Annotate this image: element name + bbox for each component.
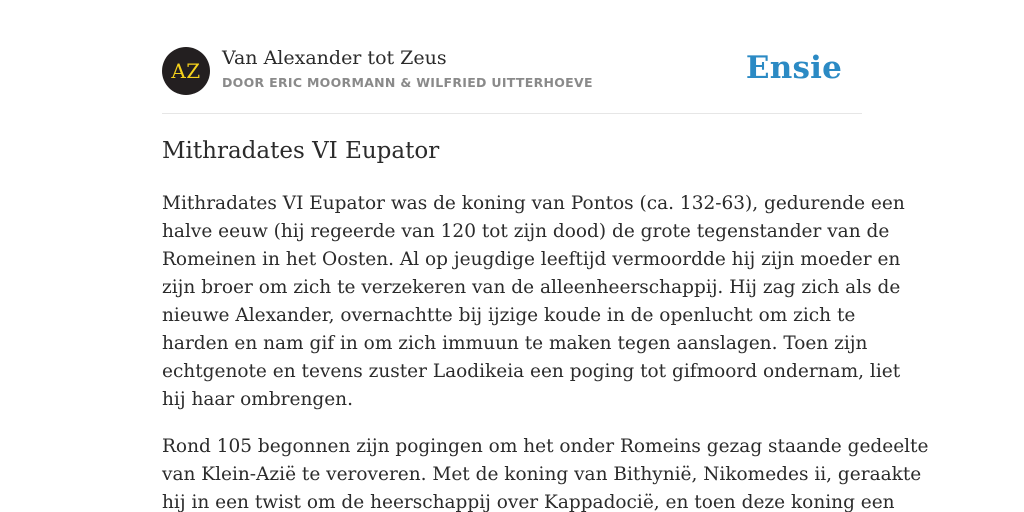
book-title[interactable]: Van Alexander tot Zeus	[222, 47, 447, 69]
entry-title: Mithradates VI Eupator	[162, 138, 440, 164]
text-line: Rond 105 begonnen zijn pogingen om het onder Romeins gezag staande gedeelte	[162, 436, 929, 457]
entry-body	[162, 190, 929, 512]
book-avatar[interactable]: AZ	[162, 47, 210, 95]
text-line: Mithradates VI Eupator was de koning van Pontos (ca. 132-63), gedurende een	[162, 193, 905, 214]
text-line: nieuwe Alexander, overnachtte bij ijzige koude in de openlucht om zich te	[162, 305, 856, 326]
text-line: halve eeuw (hij regeerde van 120 tot zijn dood) de grote tegenstander van de	[162, 221, 890, 242]
text-line: hij haar ombrengen.	[162, 389, 353, 410]
paragraph	[162, 433, 929, 512]
text-line: van Klein-Azië te veroveren. Met de koning van Bithynië, Nikomedes ii, geraakte	[162, 464, 922, 485]
header-divider	[162, 113, 862, 114]
book-authors: DOOR ERIC MOORMANN & WILFRIED UITTERHOEVE	[222, 75, 593, 90]
ensie-logo-link[interactable]: Ensie	[745, 50, 842, 86]
text-line: harden en nam gif in om zich immuun te maken tegen aanslagen. Toen zijn	[162, 333, 868, 354]
paragraph	[162, 190, 905, 414]
text-line: hij in een twist om de heerschappij over Kappadocië, en toen deze koning een	[162, 492, 895, 512]
book-header	[162, 47, 862, 95]
text-line: zijn broer om zich te verzekeren van de alleenheerschappij. Hij zag zich als de	[162, 277, 901, 298]
text-line: Romeinen in het Oosten. Al op jeugdige leeftijd vermoordde hij zijn moeder en	[162, 249, 901, 270]
text-line: echtgenote en tevens zuster Laodikeia een poging tot gifmoord ondernam, liet	[162, 361, 901, 382]
